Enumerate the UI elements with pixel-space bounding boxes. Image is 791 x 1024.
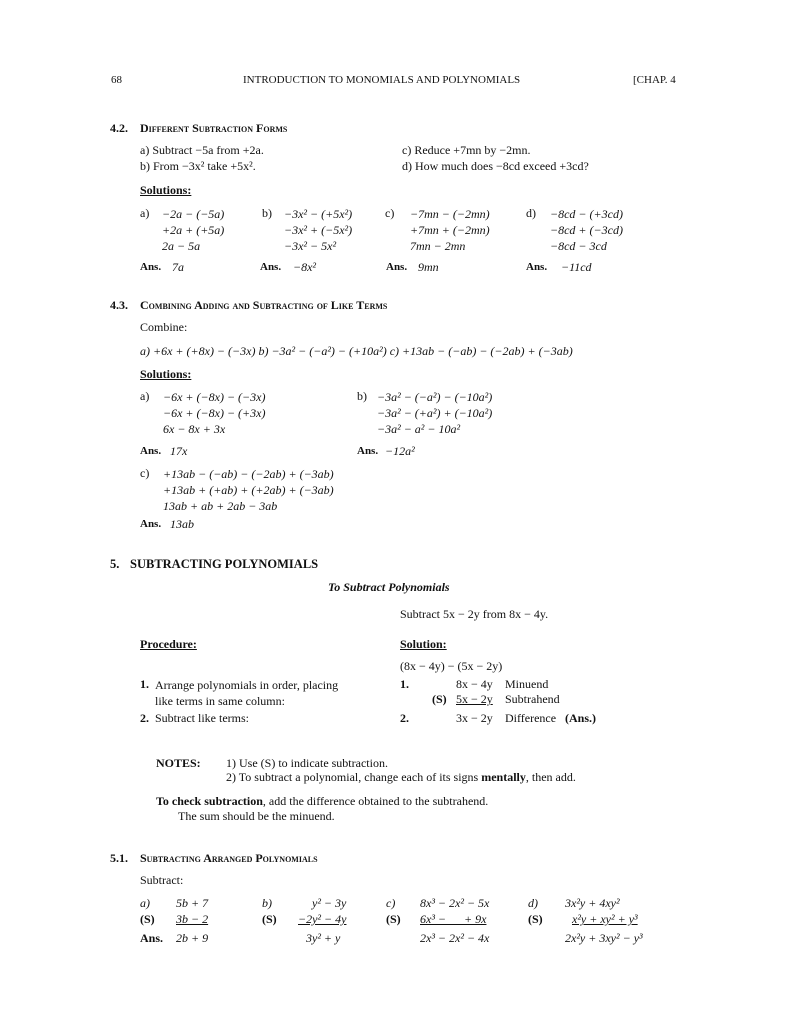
- section-number-5-1: 5.1.: [110, 851, 128, 865]
- sol-line: 7mn − 2mn: [410, 239, 466, 253]
- s51-ans-d: 2x²y + 3xy² − y³: [565, 931, 643, 945]
- sol-label-d: d): [526, 206, 536, 220]
- step1-number: 1.: [140, 677, 149, 691]
- solutions-label-4-3: Solutions:: [140, 367, 192, 381]
- ans-value-a: 7a: [172, 260, 184, 274]
- ans-value-c: 9mn: [418, 260, 439, 274]
- sol-line: −6x + (−8x) − (+3x): [163, 406, 266, 420]
- s51-sub-b: −2y² − 4y: [298, 912, 347, 926]
- problem-d: d) How much does −8cd exceed +3cd?: [402, 159, 589, 173]
- s-mark: (S): [432, 692, 447, 706]
- sol-line: +7mn + (−2mn): [410, 223, 490, 237]
- sol-col-a: [162, 206, 224, 254]
- s51-s-mark-b: (S): [262, 912, 277, 926]
- ans-value-b: −8x²: [293, 260, 317, 274]
- s51-s-mark-a: (S): [140, 912, 155, 926]
- section-title-4-2: Different Subtraction Forms: [140, 121, 288, 135]
- s51-top-c: 8x³ − 2x² − 5x: [420, 896, 490, 910]
- sol43-label-c: c): [140, 466, 150, 480]
- subtrahend-expression: 5x − 2y: [456, 692, 493, 706]
- s51-label-a: a): [140, 896, 150, 910]
- sol-label-c: c): [385, 206, 395, 220]
- s51-ans-b: 3y² + y: [306, 931, 341, 945]
- step1-line: like terms in same column:: [155, 694, 285, 708]
- ans-label-c: Ans.: [386, 261, 408, 273]
- procedure-label: Procedure:: [140, 637, 197, 651]
- check-line-1: [156, 794, 488, 809]
- sol43-col-a: [163, 389, 265, 437]
- s51-sub-c: 6x³ − + 9x: [420, 912, 487, 926]
- ans43-value-b: −12a²: [385, 444, 415, 458]
- solutions-label: Solutions:: [140, 183, 192, 197]
- subtract-label: Subtract:: [140, 873, 184, 887]
- difference-ans: (Ans.): [565, 711, 597, 725]
- section-title-5-1: Subtracting Arranged Polynomials: [140, 851, 318, 865]
- check-bold: To check subtraction: [156, 794, 263, 808]
- page-number: 68: [111, 74, 122, 86]
- difference-label: Difference: [505, 711, 557, 725]
- section-title-4-3: Combining Adding and Subtracting of Like Terms: [140, 298, 388, 312]
- sol43-col-b: [377, 389, 492, 437]
- sol-line: −6x + (−8x) − (−3x): [163, 390, 266, 404]
- sol-line: −2a − (−5a): [162, 207, 225, 221]
- sol-line: +13ab + (+ab) + (+2ab) + (−3ab): [163, 483, 334, 497]
- sol-line: +2a + (+5a): [162, 223, 225, 237]
- sol43-label-a: a): [140, 389, 150, 403]
- note-2: [226, 770, 576, 785]
- sol-line: −3a² − (−a²) − (−10a²): [377, 390, 493, 404]
- s51-ans-label: Ans.: [140, 931, 164, 945]
- sol-line: +13ab − (−ab) − (−2ab) + (−3ab): [163, 467, 334, 481]
- sol-col-d: [550, 206, 623, 254]
- s51-top-a: 5b + 7: [176, 896, 209, 910]
- s51-label-d: d): [528, 896, 538, 910]
- ans43-value-c: 13ab: [170, 517, 194, 531]
- ans43-label-b: Ans.: [357, 445, 379, 457]
- sol43-col-c: [163, 466, 334, 514]
- s51-sub-a: 3b − 2: [176, 912, 209, 926]
- s51-top-d: 3x²y + 4xy²: [565, 896, 620, 910]
- sol-col-b: [284, 206, 352, 254]
- ans43-label-c: Ans.: [140, 518, 162, 530]
- s51-s-mark-d: (S): [528, 912, 543, 926]
- section-title-5: SUBTRACTING POLYNOMIALS: [130, 557, 319, 571]
- notes-label: NOTES:: [156, 756, 201, 770]
- ans-label-b: Ans.: [260, 261, 282, 273]
- problem-c: c) Reduce +7mn by −2mn.: [402, 143, 531, 157]
- running-title: INTRODUCTION TO MONOMIALS AND POLYNOMIALS: [243, 74, 521, 86]
- note-2-b: mentally: [481, 770, 526, 784]
- step1-text: [155, 677, 338, 709]
- s51-ans-c: 2x³ − 2x² − 4x: [420, 931, 490, 945]
- check-line-2: The sum should be the minuend.: [178, 809, 335, 823]
- ans43-label-a: Ans.: [140, 445, 162, 457]
- ans-value-d: −11cd: [561, 260, 592, 274]
- ans-label-a: Ans.: [140, 261, 162, 273]
- sol-line: −8cd − (+3cd): [550, 207, 623, 221]
- combine-label: Combine:: [140, 320, 188, 334]
- s51-label-b: b): [262, 896, 272, 910]
- sol-line: 2a − 5a: [162, 239, 201, 253]
- section-number-4-3: 4.3.: [110, 298, 128, 312]
- problem-a: a) Subtract −5a from +2a.: [140, 143, 264, 157]
- sol-step1-number: 1.: [400, 677, 409, 691]
- ans43-value-a: 17x: [170, 444, 188, 458]
- minuend-label: Minuend: [505, 677, 549, 691]
- section-number-4-2: 4.2.: [110, 121, 128, 135]
- note-2-c: , then add.: [525, 770, 576, 784]
- sol-line: 6x − 8x + 3x: [163, 422, 226, 436]
- sol-step2-number: 2.: [400, 711, 409, 725]
- sol-line: −3x² − 5x²: [284, 239, 337, 253]
- note-1: 1) Use (S) to indicate subtraction.: [226, 756, 388, 770]
- sol-line: −3a² − a² − 10a²: [377, 422, 461, 436]
- problem-b: b) From −3x² take +5x².: [140, 159, 256, 173]
- sol-line: −3x² + (−5x²): [284, 223, 353, 237]
- subsection-subtitle: To Subtract Polynomials: [328, 580, 450, 594]
- sol-line: −7mn − (−2mn): [410, 207, 490, 221]
- s51-s-mark-c: (S): [386, 912, 401, 926]
- chapter-label: [CHAP. 4: [633, 74, 676, 86]
- step2-text: Subtract like terms:: [155, 711, 249, 725]
- combine-problems: a) +6x + (+8x) − (−3x) b) −3a² − (−a²) − (+10a²) c) +13ab − (−ab) − (−2ab) + (−3ab): [140, 344, 573, 358]
- s51-sub-d: x²y + xy² + y³: [572, 912, 638, 926]
- sol-label-a: a): [140, 206, 150, 220]
- difference-expression: 3x − 2y: [456, 711, 493, 725]
- note-2-a: 2) To subtract a polynomial, change each of its signs: [226, 770, 482, 784]
- s51-label-c: c): [386, 896, 396, 910]
- section-number-5: 5.: [110, 557, 120, 571]
- check-rest: , add the difference obtained to the subtrahend.: [262, 794, 489, 808]
- ans-label-d: Ans.: [526, 261, 548, 273]
- sol-col-c: [410, 206, 490, 254]
- step2-number: 2.: [140, 711, 149, 725]
- sol-line: 13ab + ab + 2ab − 3ab: [163, 499, 278, 513]
- example-statement: Subtract 5x − 2y from 8x − 4y.: [400, 607, 549, 621]
- sol-label-b: b): [262, 206, 272, 220]
- solution-label: Solution:: [400, 637, 447, 651]
- sol-line: −3x² − (+5x²): [284, 207, 353, 221]
- s51-top-b: y² − 3y: [312, 896, 347, 910]
- sol-line: −3a² − (+a²) + (−10a²): [377, 406, 493, 420]
- solution-expression: (8x − 4y) − (5x − 2y): [400, 659, 503, 673]
- sol-line: −8cd − 3cd: [550, 239, 607, 253]
- subtrahend-label: Subtrahend: [505, 692, 560, 706]
- sol43-label-b: b): [357, 389, 367, 403]
- minuend-expression: 8x − 4y: [456, 677, 493, 691]
- sol-line: −8cd + (−3cd): [550, 223, 623, 237]
- s51-ans-a: 2b + 9: [176, 931, 209, 945]
- step1-line: Arrange polynomials in order, placing: [155, 678, 339, 692]
